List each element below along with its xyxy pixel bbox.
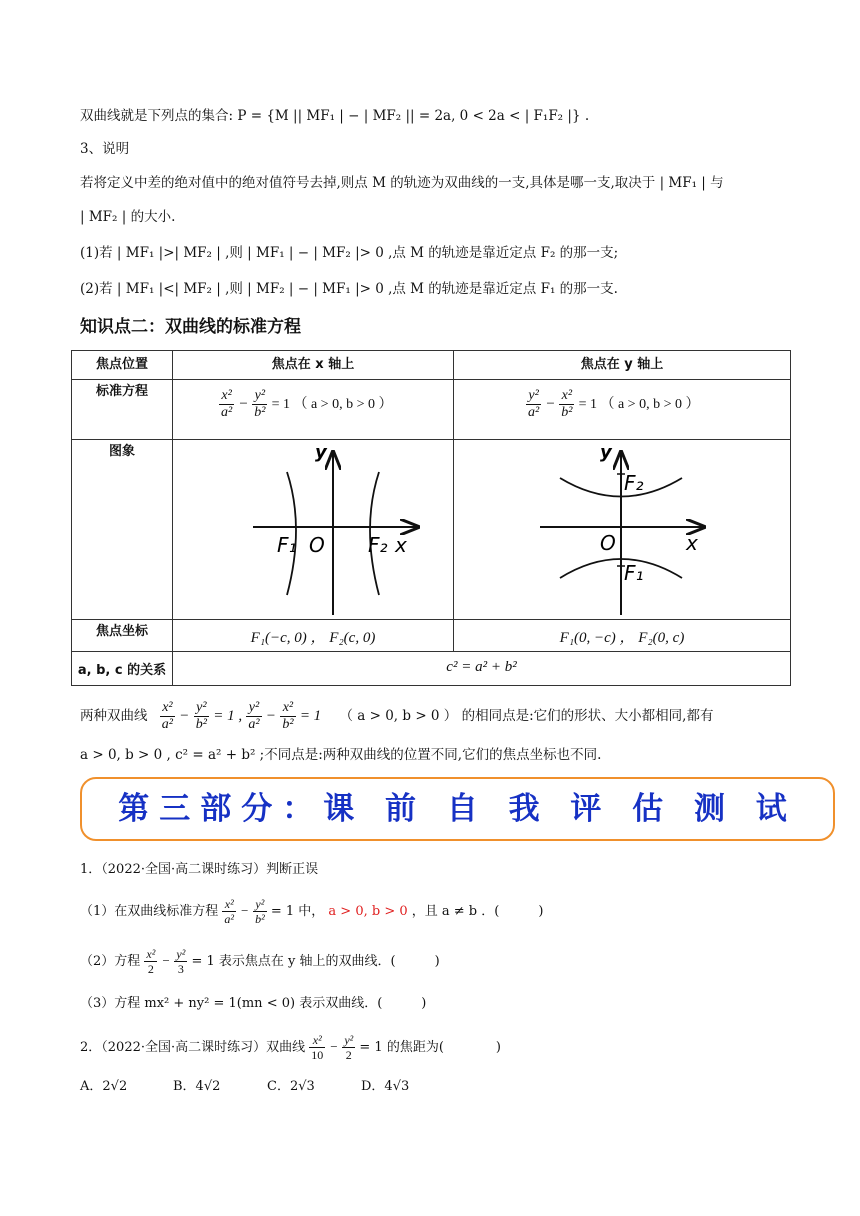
f1-label: F₁ — [624, 561, 644, 585]
standard-equation-table — [71, 350, 791, 686]
option-d[interactable]: D．4√3 — [361, 1079, 410, 1094]
comparison-suffix: 的相同点是:它们的形状、大小都相同,都有 — [461, 708, 714, 724]
fraction: $\frac{\text{x²}}{\text{a²}}$ — [221, 388, 233, 420]
fraction: $\frac{\text{x²}}{\text{a²}}$ — [161, 700, 173, 732]
banner-title: 第三部分：课 前 自 我 评 估 测 试 — [118, 791, 797, 827]
question-1-1: （1）在双曲线标准方程 $\frac{\text{x²}}{\text{a²}}$ − $\frac{\text{y²}}{\text{b²}}$ = 1 中， a > 0, b > 0 ，且 a ≠ b ．( ) — [80, 897, 544, 926]
fraction: $\frac{\text{y²}}{\text{b²}}$ — [254, 388, 266, 420]
fraction: $\frac{\text{y²}}{\text{b²}}$ — [195, 700, 207, 732]
row-label-equation: 标准方程 — [72, 380, 173, 440]
section-banner — [80, 777, 835, 841]
graph-y-cell — [454, 440, 791, 620]
question-1-3: （3）方程 mx² + ny² = 1(mn < 0) 表示双曲线．( ) — [80, 996, 427, 1011]
explanation-line-2: | MF₂ | 的大小. — [80, 209, 176, 225]
equation-y-condition: = 1 （ a > 0, b > 0 ） — [578, 397, 700, 412]
y-label: y — [315, 442, 327, 463]
comparison-line-2: a > 0, b > 0 , c² = a² + b² ;不同点是:两种双曲线的位置不同,它们的焦点坐标也不同. — [80, 747, 602, 763]
fraction: $\frac{\text{y²}}{2}$ — [344, 1033, 354, 1062]
q1-1-red-condition: a > 0, b > 0 — [328, 904, 408, 919]
row-label-graph: 图象 — [72, 440, 173, 620]
equation-x-condition: = 1 （ a > 0, b > 0 ） — [271, 397, 393, 412]
equation-y: $\frac{\text{y²}}{\text{a²}}$ − $\frac{\text{x²}}{\text{b²}}$ = 1 （ a > 0, b > 0 ） — [454, 380, 791, 440]
fraction: $\frac{\text{x²}}{\text{a²}}$ — [224, 897, 235, 926]
row-label-focus-coordinates: 焦点坐标 — [72, 620, 173, 652]
q1-1-prefix: （1）在双曲线标准方程 — [80, 904, 219, 919]
focus-coordinates-x: F₁(−c, 0) ， F₂(c, 0) — [173, 620, 454, 652]
hyperbola-y-graph — [454, 440, 790, 615]
hyperbola-x-graph — [173, 440, 453, 615]
case-2: (2)若 | MF₁ |<| MF₂ | ,则 | MF₂ | − | MF₁ |> 0 ,点 M 的轨迹是靠近定点 F₁ 的那一支. — [80, 281, 618, 297]
q2-suffix: = 1 的焦距为( ) — [359, 1040, 501, 1055]
section-heading: 知识点二：双曲线的标准方程 — [80, 317, 301, 337]
fraction: $\frac{\text{x²}}{2}$ — [146, 947, 156, 976]
header-y-axis: 焦点在 y 轴上 — [454, 351, 791, 380]
case-1: (1)若 | MF₁ |>| MF₂ | ,则 | MF₁ | − | MF₂ |> 0 ,点 M 的轨迹是靠近定点 F₂ 的那一支; — [80, 245, 619, 261]
q1-1-suffix: ，且 a ≠ b ．( ) — [411, 904, 544, 919]
comparison-condition: （ a > 0, b > 0 ） — [339, 708, 458, 724]
section-3-heading: 3、说明 — [80, 141, 130, 157]
q1-2-prefix: （2）方程 — [80, 954, 141, 969]
comparison-line-1: 两种双曲线 $\frac{\text{x²}}{\text{a²}}$ − $\frac{\text{y²}}{\text{b²}}$ = 1 , $\frac{\text{y²}}{\text{a²}}$ − $\frac{\text{x²}}{\text{b²}}$ = 1 （ a > 0, b > 0 ） 的相同点是:它们的形状、大小都相同,都有 — [80, 700, 714, 732]
header-focus-position: 焦点位置 — [72, 351, 173, 380]
x-label: x — [395, 533, 407, 557]
f2-label: F₂ — [368, 533, 388, 557]
option-b[interactable]: B．4√2 — [173, 1079, 221, 1094]
f2-label: F₂ — [624, 471, 644, 495]
fraction: $\frac{\text{x²}}{10}$ — [311, 1033, 324, 1062]
fraction: $\frac{\text{y²}}{3}$ — [176, 947, 186, 976]
set-definition: 双曲线就是下列点的集合: P = {M || MF₁ | − | MF₂ || = 2a, 0 < 2a < | F₁F₂ |} . — [80, 108, 590, 124]
focus-coordinates-y: F₁(0, −c) ， F₂(0, c) — [454, 620, 791, 652]
question-1-title: 1．（2022·全国·高二课时练习）判断正误 — [80, 862, 319, 877]
explanation-line-1: 若将定义中差的绝对值中的绝对值符号去掉,则点 M 的轨迹为双曲线的一支,具体是哪一支,取决于 | MF₁ | 与 — [80, 175, 724, 191]
fraction: $\frac{\text{x²}}{\text{b²}}$ — [561, 388, 573, 420]
x-label: x — [686, 531, 698, 555]
f1-label: F₁ — [277, 533, 297, 557]
question-2: 2．（2022·全国·高二课时练习）双曲线 $\frac{\text{x²}}{10}$ − $\frac{\text{y²}}{2}$ = 1 的焦距为( ) — [80, 1033, 501, 1062]
relation-formula: c² = a² + b² — [173, 652, 791, 686]
comparison-prefix: 两种双曲线 — [80, 708, 148, 724]
q2-prefix: 2．（2022·全国·高二课时练习）双曲线 — [80, 1040, 306, 1055]
equation-x: $\frac{\text{x²}}{\text{a²}}$ − $\frac{\text{y²}}{\text{b²}}$ = 1 （ a > 0, b > 0 ） — [173, 380, 454, 440]
origin-label: O — [600, 531, 616, 555]
fraction: $\frac{\text{y²}}{\text{a²}}$ — [248, 700, 260, 732]
y-label: y — [600, 442, 612, 463]
option-a[interactable]: A．2√2 — [80, 1079, 128, 1094]
origin-label: O — [309, 533, 325, 557]
q1-1-mid: = 1 中， — [270, 904, 325, 919]
option-c[interactable]: C．2√3 — [267, 1079, 315, 1094]
graph-x-cell — [173, 440, 454, 620]
row-label-relation: a, b, c 的关系 — [72, 652, 173, 686]
q1-2-suffix: = 1 表示焦点在 y 轴上的双曲线．( ) — [191, 954, 440, 969]
fraction: $\frac{\text{y²}}{\text{a²}}$ — [528, 388, 540, 420]
fraction: $\frac{\text{x²}}{\text{b²}}$ — [282, 700, 294, 732]
fraction: $\frac{\text{y²}}{\text{b²}}$ — [255, 897, 265, 926]
header-x-axis: 焦点在 x 轴上 — [173, 351, 454, 380]
question-1-2: （2）方程 $\frac{\text{x²}}{2}$ − $\frac{\text{y²}}{3}$ = 1 表示焦点在 y 轴上的双曲线．( ) — [80, 947, 440, 976]
